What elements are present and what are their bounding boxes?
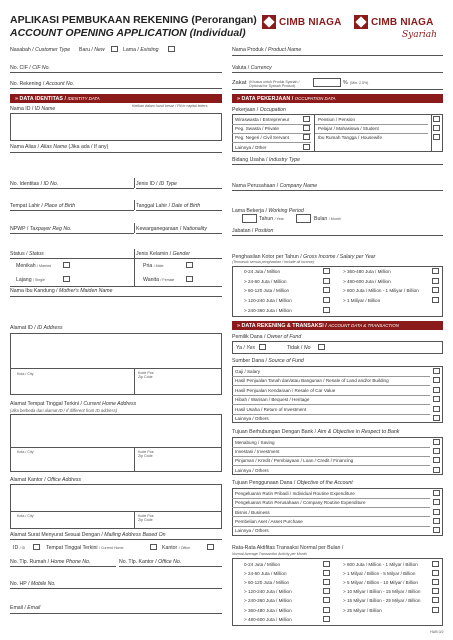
office-address-label: Alamat Kantor / Office Address (10, 477, 82, 483)
company-name-label: Nama Perusahaan / Company Name (232, 183, 318, 189)
existing-customer-checkbox[interactable] (168, 46, 175, 52)
office-address-divider (10, 511, 222, 512)
working-months-input[interactable] (296, 214, 311, 223)
mailing-office-checkbox[interactable] (207, 544, 214, 550)
source-of-fund-checkbox[interactable] (433, 396, 440, 402)
avg-transaction-label: Rata-Rata Aktifitas Transaksi Normal per Bulan / (232, 545, 344, 551)
income-left-option: 0-24 Juta / Million (244, 269, 281, 274)
product-name-field[interactable] (232, 55, 443, 56)
aim-objective-row-divider (232, 456, 430, 457)
occupation-right-checkbox[interactable] (433, 125, 440, 131)
income-left-checkbox[interactable] (323, 287, 330, 293)
zakat-note: (Khusus untuk Produk Syariah / Optional for Syariah Product) (249, 80, 300, 89)
owner-no-option: Tidak / No (287, 345, 311, 351)
occupation-label: Pekerjaan / Occupation (232, 107, 286, 113)
occupation-left-checkbox[interactable] (303, 144, 310, 150)
source-of-fund-checkbox[interactable] (433, 406, 440, 412)
id-address-divider (10, 368, 222, 369)
occupation-right-option: Ibu Rumah Tangga / Housewife (318, 135, 383, 141)
occupation-left-option: Peg. Negeri / Civil Servant (235, 135, 289, 141)
account-objective-option: Pembelian Aset / Asset Purchase (235, 518, 303, 524)
id-city-label: Kota / City (17, 372, 34, 376)
id-zip-label: Kode Pos Zip Code (138, 371, 154, 379)
source-of-fund-row-divider (232, 414, 430, 415)
source-of-fund-checkbox[interactable] (433, 377, 440, 383)
account-objective-row-divider (232, 498, 430, 499)
transaction-right-checkbox[interactable] (432, 607, 439, 613)
source-of-fund-row-divider (232, 385, 430, 386)
nationality-label: Kewarganegaraan / Nationality (136, 226, 207, 232)
npwp-divider (134, 223, 135, 233)
aim-objective-option: Pinjaman / Kredit / Pembiayaan / Loan / Credit / Financing (235, 458, 354, 464)
position-field[interactable] (232, 235, 443, 236)
npwp-field[interactable] (10, 233, 134, 234)
id-address-field[interactable] (10, 333, 222, 395)
transaction-left-checkbox[interactable] (323, 561, 330, 567)
aim-objective-row-divider (232, 465, 430, 466)
occupation-right-checkbox[interactable] (433, 134, 440, 140)
account-objective-label: Tujuan Penggunaan Dana / Objective of the Account (232, 480, 353, 486)
customer-type-label: Nasabah / Customer Type (10, 47, 71, 53)
gross-income-label: Penghasilan Kotor per Tahun / Gross Income / Salary per Year (232, 254, 376, 260)
transaction-left-checkbox[interactable] (323, 579, 330, 585)
occupation-left-option: Wiraswasta / Entrepreneur (235, 117, 290, 122)
aim-objective-label: Tujuan Berhubungan Dengan Bank / Aim & Objective in Respect to Bank (232, 429, 400, 435)
income-left-checkbox[interactable] (323, 278, 330, 284)
income-right-checkbox[interactable] (432, 287, 439, 293)
date-of-birth-label: Tanggal Lahir / Date of Birth (136, 203, 201, 209)
place-of-birth-field[interactable] (10, 210, 134, 211)
form-title-id: APLIKASI PEMBUKAAN REKENING (Perorangan) (10, 14, 257, 26)
income-right-checkbox[interactable] (432, 268, 439, 274)
female-option: Wanita / Female (143, 277, 175, 283)
occupation-right-row-divider (315, 133, 428, 134)
transaction-left-option: > 480-600 Juta / Million (244, 616, 292, 622)
id-no-label: No. Identitas / ID No. (10, 181, 59, 187)
id-divider (134, 178, 135, 188)
occupation-right-option: Pensiun / Pension (318, 117, 356, 122)
occupation-data-section-header: » DATA PEKERJAAN / OCCUPATION DATA (232, 94, 443, 103)
zakat-divider (232, 89, 443, 90)
transaction-left-option: > 24-60 Juta / Million (244, 571, 287, 577)
aim-objective-checkbox[interactable] (433, 439, 440, 445)
transaction-right-option: > 15 Milyar / Billion - 25 Milyar / Billion (343, 598, 421, 604)
home-zip-label: Kode Pos Zip Code (138, 450, 154, 458)
id-name-note: Ketikan dalam huruf besar / Fill in capital letters (132, 104, 208, 108)
occupation-left-row-divider (232, 124, 311, 125)
occupation-left-checkbox[interactable] (303, 134, 310, 140)
transaction-left-checkbox[interactable] (323, 588, 330, 594)
transaction-left-option: > 240-360 Juta / Million (244, 598, 292, 604)
income-right-option: > 360-480 Juta / Million (343, 269, 391, 274)
birth-divider (134, 200, 135, 210)
account-objective-row-divider (232, 516, 430, 517)
occupation-left-row-divider (232, 142, 311, 143)
percent-sign: % (343, 80, 348, 86)
currency-field[interactable] (232, 72, 443, 73)
account-objective-option: Pengeluaran Rutin Pribadi / Individual Routine Expenditure (235, 491, 355, 496)
working-period-label: Lama Bekerja / Working Period (232, 208, 304, 214)
occupation-left-option: Lainnya / Other (235, 144, 267, 150)
avg-transaction-note: Normal Average Transaction Activity per Month (232, 552, 307, 556)
source-of-fund-option: Hasil Usaha / Return of Investment (235, 406, 307, 412)
source-of-fund-option: Lainnya / Others (235, 416, 269, 421)
occupation-left-checkbox[interactable] (303, 116, 310, 122)
status-gender-divider (134, 249, 135, 286)
account-objective-checkbox[interactable] (433, 527, 440, 533)
office-city-label: Kota / City (17, 514, 34, 518)
cimb-syariah-logo-mark-icon (354, 15, 368, 29)
status-bottom-line (10, 286, 222, 287)
single-option: Lajang / Single (16, 277, 46, 283)
income-right-option: > 1 Miliyar / Billion (343, 298, 381, 304)
transaction-left-option: > 120-240 Juta / Million (244, 589, 292, 595)
aim-objective-checkbox[interactable] (433, 457, 440, 463)
transaction-left-checkbox[interactable] (323, 597, 330, 603)
working-years-input[interactable] (242, 214, 257, 223)
position-label: Jabatan / Position (232, 228, 274, 234)
office-phone-label: No. Tlp. Kantor / Office No. (119, 559, 182, 565)
income-right-checkbox[interactable] (432, 278, 439, 284)
month-label: Bulan / Month (314, 216, 341, 222)
account-data-section-header: » DATA REKENING & TRANSAKSI / ACCOUNT DATA & TRANSACTION (232, 321, 443, 330)
cimb-niaga-syariah-logo: CIMB NIAGA (354, 13, 434, 31)
transaction-left-option: > 60-120 Juta / Million (244, 580, 290, 586)
id-no-field[interactable] (10, 188, 134, 189)
date-of-birth-field[interactable] (136, 210, 222, 211)
cimb-logo-mark-icon (262, 15, 276, 29)
identity-data-section-header: » DATA IDENTITAS / IDENTITY DATA (10, 94, 222, 103)
alias-name-label: Nama Alias / Alias Name (Jika ada / If any) (10, 144, 109, 150)
id-type-label: Jenis ID / ID Type (136, 181, 177, 187)
id-name-field[interactable] (10, 113, 222, 141)
single-checkbox[interactable] (63, 276, 70, 282)
source-of-fund-option: Gaji / Salary (235, 369, 261, 374)
female-checkbox[interactable] (186, 276, 193, 282)
occupation-left-checkbox[interactable] (303, 125, 310, 131)
occupation-right-option: Pelajar / Mahasiswa / Student (318, 126, 379, 132)
transaction-right-option: > 25 Milyar / Billion (343, 607, 382, 613)
home-address-note: (Jika berbeda dari alamat ID / If different from ID address) (10, 408, 118, 413)
income-left-checkbox[interactable] (323, 297, 330, 303)
transaction-right-checkbox[interactable] (432, 588, 439, 594)
zakat-label: Zakat (232, 80, 247, 86)
transaction-right-checkbox[interactable] (432, 570, 439, 576)
account-no-label: No. Rekening / Account No. (10, 81, 75, 87)
place-of-birth-label: Tempat Lahir / Place of Birth (10, 203, 76, 209)
source-of-fund-row-divider (232, 404, 430, 405)
mobile-field[interactable] (10, 588, 222, 589)
account-objective-option: Pengeluaran Rutin Perusahaan / Company Routine Expenditure (235, 500, 366, 506)
id-type-field[interactable] (136, 188, 222, 189)
mailing-divider (10, 539, 222, 540)
home-city-label: Kota / City (17, 450, 34, 454)
income-left-checkbox[interactable] (323, 307, 330, 313)
transaction-left-option: 0-24 Juta / Million (244, 562, 281, 567)
syariah-wordmark: Syariah (402, 30, 437, 40)
id-name-label: Nama ID / ID Name (10, 106, 56, 112)
currency-label: Valuta / Currency (232, 65, 272, 71)
owner-yes-checkbox[interactable] (259, 344, 266, 350)
income-left-option: > 120-240 Juta / Million (244, 298, 292, 304)
male-checkbox[interactable] (186, 262, 193, 268)
source-of-fund-option: Hasil Penjualan Kendaraan / Resale of Car Value (235, 387, 336, 393)
mailing-address-label: Alamat Surat Menyurat Sesuai Dengan / Mailing Address Based On (10, 532, 166, 538)
nationality-field[interactable] (136, 233, 222, 234)
account-objective-checkbox[interactable] (433, 499, 440, 505)
office-address-field[interactable] (10, 484, 222, 529)
gender-label: Jenis Kelamin / Gender (136, 251, 190, 257)
form-title-en: ACCOUNT OPENING APPLICATION (Individual) (10, 27, 246, 39)
form-code: HUB 0/2 (430, 630, 444, 634)
account-objective-option: Bisnis / Business (235, 509, 270, 515)
account-objective-row-divider (232, 507, 430, 508)
zakat-min-note: (Min. 2.5%) (350, 81, 369, 85)
owner-no-checkbox[interactable] (318, 344, 325, 350)
source-of-fund-checkbox[interactable] (433, 368, 440, 374)
income-right-option: > 480-600 Juta / Million (343, 278, 391, 284)
npwp-label: NPWP / Taxpayer Reg No. (10, 226, 72, 232)
office-city-divider (134, 511, 135, 529)
aim-objective-row-divider (232, 447, 430, 448)
income-left-option: > 240-360 Juta / Million (244, 307, 292, 313)
home-address-field[interactable] (10, 414, 222, 472)
occupation-right-checkbox[interactable] (433, 116, 440, 122)
status-label: Status / Status (10, 251, 44, 257)
income-right-checkbox[interactable] (432, 297, 439, 303)
mother-name-field[interactable] (10, 296, 222, 297)
zakat-percentage-input[interactable] (313, 78, 341, 87)
mailing-id-option: ID / ID (13, 545, 26, 551)
owner-of-fund-label: Pemilik Dana / Owner of Fund (232, 334, 302, 340)
married-option: Menikah / Married (16, 263, 52, 269)
industry-type-field[interactable] (232, 164, 443, 165)
industry-type-label: Bidang Usaha / Industry Type (232, 157, 300, 163)
id-address-label: Alamat ID / ID Address (10, 325, 63, 331)
transaction-right-checkbox[interactable] (432, 597, 439, 603)
cif-label: No. CIF / CIF No. (10, 65, 50, 71)
email-field[interactable] (10, 613, 222, 614)
source-of-fund-checkbox[interactable] (433, 415, 440, 421)
transaction-right-option: > 10 Milyar / Billion - 15 Milyar / Billion (343, 589, 421, 595)
income-left-option: > 24-60 Juta / Million (244, 278, 287, 284)
married-checkbox[interactable] (63, 262, 70, 268)
source-of-fund-option: Hibah / Warisan / Bequest / Heritage (235, 397, 310, 403)
id-city-divider (134, 368, 135, 395)
occupation-left-option: Peg. Swasta / Private (235, 126, 279, 132)
home-phone-field[interactable] (10, 566, 116, 567)
email-label: Email / Email (10, 605, 41, 611)
source-of-fund-option: Hasil Penjualan Tanah dan/atau Bangunan / Resale of Land and/or Building (235, 378, 389, 384)
year-label: Tahun / Year (259, 216, 284, 222)
transaction-left-option: > 360-480 Juta / Million (244, 607, 292, 613)
aim-objective-option: Menabung / Saving (235, 440, 275, 445)
mother-name-label: Nama Ibu Kandung / Mother's Maiden Name (10, 288, 113, 294)
source-of-fund-row-divider (232, 376, 430, 377)
aim-objective-option: Lainnya / Others (235, 467, 269, 473)
account-objective-option: Lainnya / Others (235, 528, 269, 534)
mailing-home-option: Tempat Tinggal Terkini / Current Home (46, 545, 124, 551)
mailing-office-option: Kantor / Office (162, 545, 191, 551)
source-of-fund-label: Sumber Dana / Source of Fund (232, 358, 304, 364)
transaction-left-checkbox[interactable] (323, 616, 330, 622)
mailing-home-checkbox[interactable] (150, 544, 157, 550)
cimb-niaga-logo: CIMB NIAGA (262, 13, 342, 31)
account-no-field[interactable] (10, 88, 222, 89)
home-phone-label: No. Tlp. Rumah / Home Phone No. (10, 559, 91, 565)
transaction-right-option: > 1 Milyar / Billion - 5 Milyar / Billion (343, 571, 416, 577)
account-objective-checkbox[interactable] (433, 518, 440, 524)
mobile-label: No. HP / Mobile No. (10, 581, 56, 587)
gross-income-note: (Termasuk semua penghasilan / Include all income) (232, 260, 314, 264)
transaction-left-checkbox[interactable] (323, 607, 330, 613)
account-objective-checkbox[interactable] (433, 490, 440, 496)
office-zip-label: Kode Pos Zip Code (138, 514, 154, 522)
occupation-right-row-divider (315, 124, 428, 125)
home-city-divider (134, 447, 135, 472)
transaction-right-checkbox[interactable] (432, 579, 439, 585)
transaction-right-checkbox[interactable] (432, 561, 439, 567)
income-left-checkbox[interactable] (323, 268, 330, 274)
transaction-left-checkbox[interactable] (323, 570, 330, 576)
source-of-fund-row-divider (232, 395, 430, 396)
home-address-label: Alamat Tempat Tinggal Terkini / Current Home Address (10, 401, 137, 407)
mailing-id-checkbox[interactable] (33, 544, 40, 550)
aim-objective-checkbox[interactable] (433, 448, 440, 454)
income-left-option: > 60-120 Juta / Million (244, 288, 290, 294)
occupation-cb-divider (431, 114, 432, 152)
status-divider (10, 258, 222, 259)
transaction-right-option: > 600 Juta / Million - 1 Milyar / Billion (343, 562, 418, 567)
office-phone-field[interactable] (119, 566, 222, 567)
new-option-label: Baru / New (79, 47, 105, 53)
owner-yes-option: Ya / Yes (236, 345, 255, 351)
source-of-fund-checkbox[interactable] (433, 387, 440, 393)
aim-objective-option: Investasi / Investment (235, 449, 280, 455)
account-objective-row-divider (232, 526, 430, 527)
product-name-label: Nama Produk / Product Name (232, 47, 302, 53)
new-customer-checkbox[interactable] (111, 46, 118, 52)
cif-field[interactable] (10, 72, 222, 73)
home-address-divider (10, 447, 222, 448)
male-option: Pria / Male (143, 263, 164, 269)
aim-objective-checkbox[interactable] (433, 467, 440, 473)
transaction-right-option: > 5 Milyar / Billion - 10 Milyar / Billion (343, 580, 418, 586)
income-right-option: > 600 Juta / Million - 1 Miliyar / Billion (343, 288, 419, 294)
existing-option-label: Lama / Existing (123, 47, 159, 53)
account-objective-checkbox[interactable] (433, 509, 440, 515)
occupation-left-row-divider (232, 133, 311, 134)
alias-name-field[interactable] (10, 152, 222, 153)
company-name-field[interactable] (232, 190, 443, 191)
